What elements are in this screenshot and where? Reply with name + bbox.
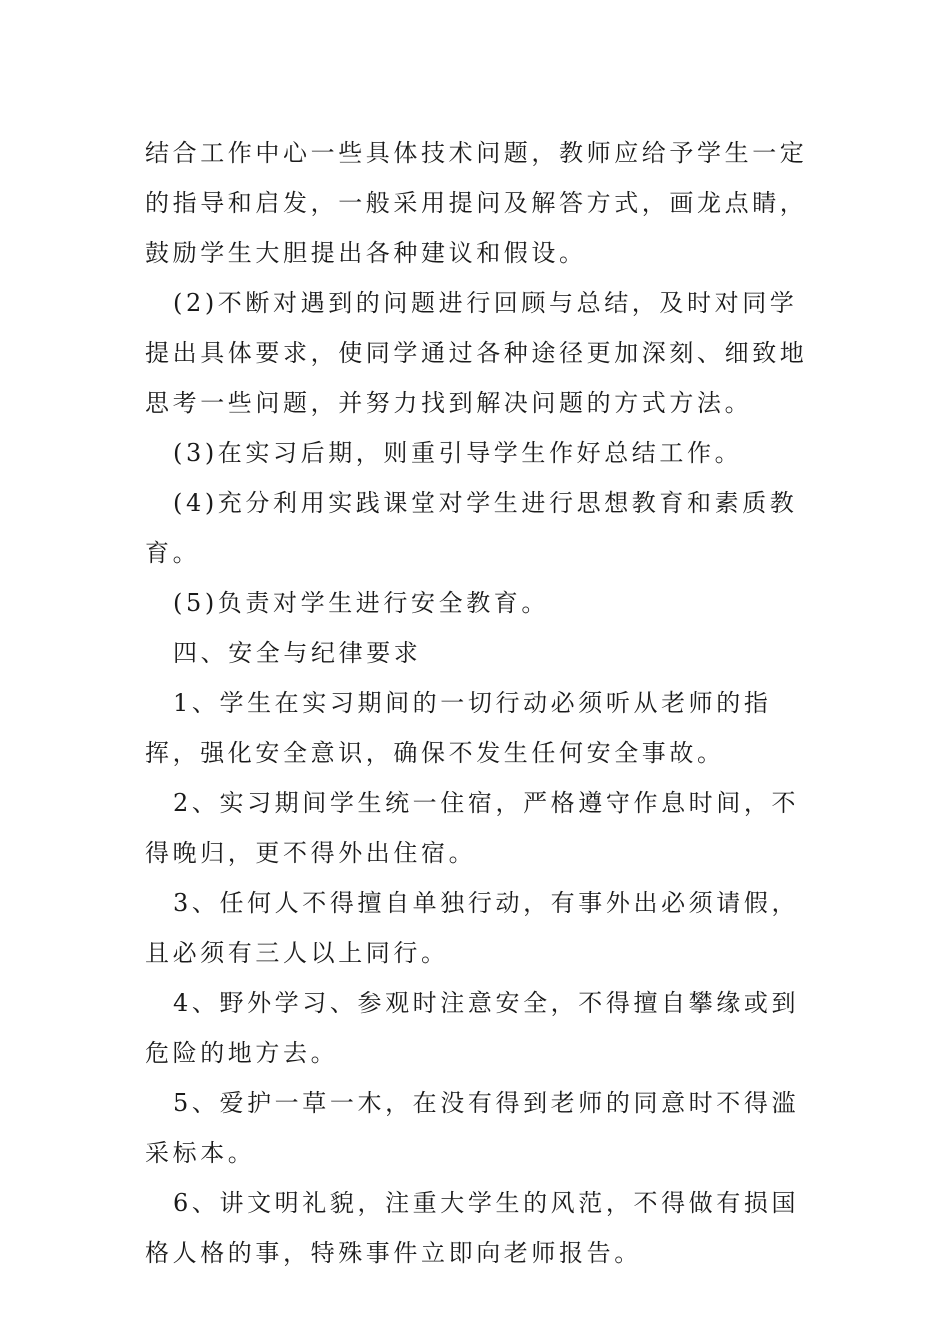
rule-5: 5、爱护一草一木，在没有得到老师的同意时不得滥采标本。 [145, 1089, 800, 1167]
rule-4: 4、野外学习、参观时注意安全，不得擅自攀缘或到危险的地方去。 [145, 989, 800, 1067]
paragraph-item-4: (4)充分利用实践课堂对学生进行思想教育和素质教育。 [145, 489, 798, 567]
rule-3: 3、任何人不得擅自单独行动，有事外出必须请假，且必须有三人以上同行。 [145, 889, 800, 967]
paragraph-item-5: (5)负责对学生进行安全教育。 [173, 589, 549, 617]
rule-6: 6、讲文明礼貌，注重大学生的风范，不得做有损国格人格的事，特殊事件立即向老师报告。 [145, 1189, 800, 1267]
paragraph-item-3: (3)在实习后期，则重引导学生作好总结工作。 [173, 439, 743, 467]
rule-1: 1、学生在实习期间的一切行动必须听从老师的指挥，强化安全意识，确保不发生任何安全事故。 [145, 689, 772, 767]
paragraph-item-2: (2)不断对遇到的问题进行回顾与总结，及时对同学提出具体要求，使同学通过各种途径更加深刻、细致地思考一些问题，并努力找到解决问题的方式方法。 [145, 289, 808, 417]
section-heading: 四、安全与纪律要求 [173, 639, 422, 667]
paragraph-guidance: 结合工作中心一些具体技术问题，教师应给予学生一定的指导和启发，一般采用提问及解答方式，画龙点睛，鼓励学生大胆提出各种建议和假设。 [145, 139, 808, 267]
document-body [145, 128, 810, 1278]
rule-2: 2、实习期间学生统一住宿，严格遵守作息时间，不得晚归，更不得外出住宿。 [145, 789, 800, 867]
